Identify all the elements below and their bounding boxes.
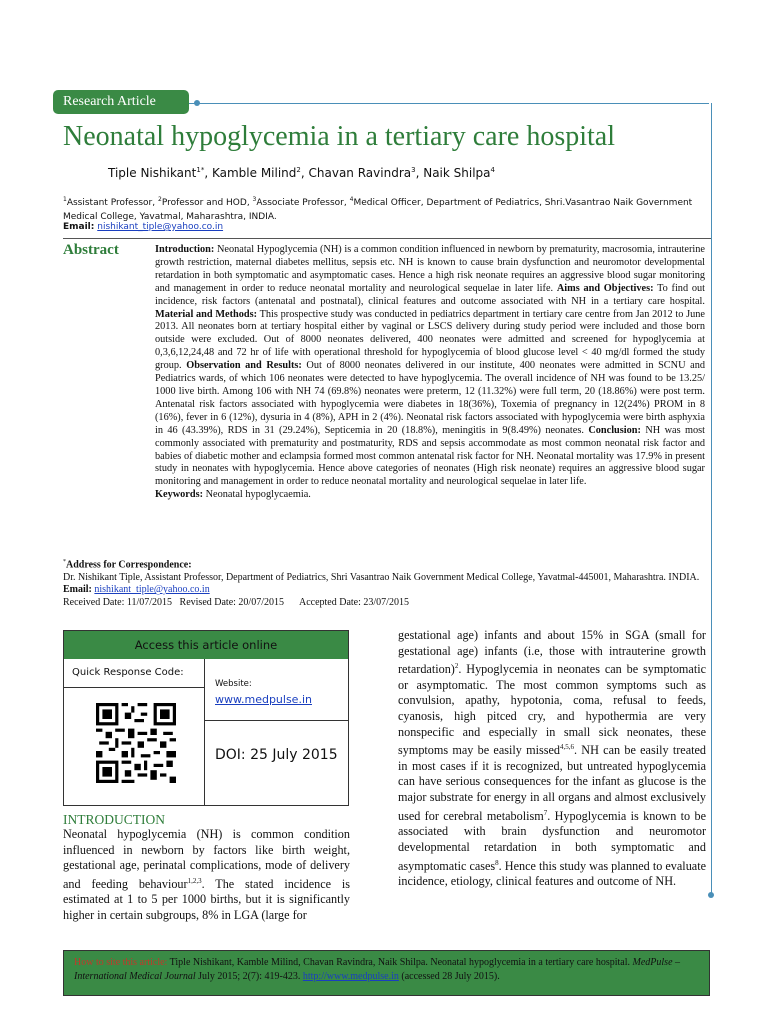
author-sup: 4: [490, 166, 495, 174]
abstract-divider: [63, 238, 711, 239]
abstract-text: To find out incidence, risk factors (antenatal and postnatal), clinical features and outcome associated with NH in a tertiary care hospital.: [155, 282, 705, 307]
qr-label: Quick Response Code:: [64, 659, 204, 688]
website-link[interactable]: www.medpulse.in: [215, 693, 312, 706]
abstract-body: [155, 244, 705, 502]
affiliations: [63, 193, 713, 224]
citation-url[interactable]: http://www.medpulse.in: [302, 971, 399, 982]
rule-dot: [708, 892, 714, 898]
website-label: Website:: [215, 679, 252, 689]
qr-column: [64, 659, 205, 805]
abstract-text: This prospective study was conducted in pediatrics department in tertiary care centre from Jan 2012 to June 2013. All neonates born at tertiary hospital either by vaginal or LSCS delivery during study period were included and those born outside were excluded. Out of 8000 neonates delivered, 400 neonates were admitted and screened for hypoglycemia at 0,3,6,12,24,48 and 72 hr of life with operational threshold for hypoglycemia of blood glucose level < 40 mg/dl formed the study group.: [155, 308, 705, 372]
access-heading: Access this article online: [64, 631, 348, 659]
author-sup: 3: [411, 166, 416, 174]
abstract-label: Conclusion:: [588, 424, 641, 436]
correspondence-block: [63, 556, 713, 609]
rule-dot: [194, 100, 200, 106]
dates-row: [63, 597, 713, 610]
accepted-date: Accepted Date: 23/07/2015: [298, 596, 409, 608]
abstract-text: NH was most commonly associated with prematurity and postmaturity, RDS and sepsis accommodate as most common neonatal risk factor and babies of diabetic mother and eclampsia formed most common antenatal risk factor for NH. Neonatal mortality was 17.9% in present study in neonates with hypoglycemia. Hence above categories of neonates (High risk neonate) requires an aggressive blood sugar monitoring and management in order to reduce neonatal mortality and neurological sequelae in later life.: [155, 424, 705, 488]
corr-email-link[interactable]: nishikant_tiple@yahoo.co.in: [94, 584, 210, 596]
intro-text: gestational age) infants and about 15% in SGA (small for gestational age) infants (i.e, those with intrauterine growth retardation): [398, 628, 706, 677]
email-link[interactable]: nishikant_tiple@yahoo.co.in: [97, 222, 224, 232]
keywords-text: Neonatal hypoglycaemia.: [203, 489, 311, 501]
affil-sup: 4: [349, 196, 354, 203]
citation-sup: 8: [495, 858, 499, 867]
article-title: Neonatal hypoglycemia in a tertiary care hospital: [63, 121, 616, 152]
access-online-box: [63, 630, 349, 806]
qr-code-icon[interactable]: [96, 703, 176, 783]
affil-text: Medical Officer, Department of Pediatrics, Shri.Vasantrao Naik Government Medical College, Yavatmal, Maharashtra, INDIA.: [63, 198, 693, 222]
citation-label: How to site this article:: [74, 957, 168, 968]
citation-sup: 2: [454, 662, 459, 671]
citation-text: July 2015; 2(7): 419-423.: [195, 971, 303, 982]
author-sup: 1*: [196, 166, 205, 174]
revised-date: Revised Date: 20/07/2015: [179, 596, 284, 608]
intro-column-left: [63, 827, 350, 924]
email-label: Email:: [63, 222, 95, 232]
intro-text: . The stated incidence is estimated at 1 to 5 per 1000 births, but it is significantly higher in certain subgroups, 8% in LGA (large for: [63, 876, 350, 923]
corr-sup: *: [63, 559, 66, 565]
introduction-heading: INTRODUCTION: [63, 812, 165, 827]
intro-column-right: [398, 628, 706, 890]
citation-text: Tiple Nishikant, Kamble Milind, Chavan Ravindra, Naik Shilpa. Neonatal hypoglycemia in a tertiary care hospital.: [167, 957, 633, 968]
intro-text: Neonatal hypoglycemia (NH) is common condition influenced in newborn by factors like birth weight, gestational age, perinatal complications, mode of delivery and feeding behaviour: [63, 827, 350, 891]
abstract-label: Aims and Objectives:: [556, 282, 654, 294]
affil-text: Assistant Professor,: [66, 198, 158, 208]
corr-heading: Address for Correspondence:: [66, 559, 192, 571]
citation-sup: 1,2,3: [187, 876, 202, 885]
citation-sup: 4,5,6: [559, 743, 574, 752]
citation-sup: 7: [543, 808, 548, 817]
abstract-label: Observation and Results:: [186, 360, 302, 372]
author-name: Chavan Ravindra: [308, 166, 412, 180]
affil-sup: 1: [63, 196, 67, 203]
affil-text: Associate Professor,: [256, 198, 350, 208]
author-name: Kamble Milind: [211, 166, 297, 180]
abstract-label: Material and Methods:: [155, 308, 258, 320]
web-column: [205, 659, 348, 805]
citation-box: [63, 950, 710, 996]
journal-name: MedPulse – International Medical Journal: [74, 957, 681, 982]
received-date: Received Date: 11/07/2015: [63, 596, 173, 608]
author-name: Naik Shilpa: [423, 166, 491, 180]
intro-text: . Hypoglycemia in neonates can be symptomatic or asymptomatic. The most common symptoms such as convulsion, apathy, hypotonia, coma, refusal to feeds, cyanosis, high pitced cry, and hypothermia are very nonspecific and especially in small sick neonates, these symptoms may be easily missed: [398, 662, 706, 758]
affil-sup: 3: [252, 196, 257, 203]
article-type-badge: Research Article: [53, 90, 189, 114]
keywords-label: Keywords:: [155, 489, 204, 501]
author-sup: 2: [296, 166, 301, 174]
intro-text: . Hence this study was planned to evaluate incidence, etiology, clinical features and outcome of NH.: [398, 858, 706, 889]
website-cell: [205, 659, 348, 721]
corr-email-label: Email:: [63, 584, 92, 596]
affil-sup: 2: [157, 196, 162, 203]
corr-address: Dr. Nishikant Tiple, Assistant Professor, Department of Pediatrics, Shri Vasantrao Naik Government Medical College, Yavatmal-445001, Maharashtra. INDIA.: [63, 571, 700, 583]
header-rule: [189, 103, 709, 104]
author-email: [63, 222, 223, 232]
abstract-label: Introduction:: [155, 244, 215, 255]
affil-text: Professor and HOD,: [161, 198, 253, 208]
abstract-text: Out of 8000 neonates delivered in our institute, 400 neonates were admitted in SCNU and Pediatrics wards, of which 106 neonates were detected to have hypoglycemia. The overall incidence of NH was found to be 13.25/ 1000 live birth. Among 106 with NH 74 (69.8%) neonates were preterm, 12 (11.32%) were full term, 20 (18.86%) were post term. Antenatal risk factors associated with hypoglycemia were diabetes in 18(36%), Toxemia of pregnancy in 12(24%) PROM in 8 (16%), fever in 6 (12%), dysuria in 4 (8%), APH in 2 (4%). Neonatal risk factors associated with hypoglycemia were birth asphyxia in 46 (43.39%), RDS in 31 (29.24%), Septicemia in 20 (18.8%), meningitis in 9(8.49%) neonates.: [155, 360, 706, 436]
doi-text: DOI: 25 July 2015: [215, 747, 338, 763]
author-list: Tiple Nishikant$^{1*}$, Kamble Milind$^2$, Chavan Ravindra$^3$, Naik Shilpa$^4$: [108, 166, 495, 180]
author-name: Tiple Nishikant: [108, 166, 197, 180]
intro-text: . NH can be easily treated in most cases if it is recognized, but untreated hypoglycemia can have serious consequences for the infant as glucose is the major substrate for energy in all organs and almost exclusively used for cerebral metabolism: [398, 743, 706, 823]
abstract-text: Neonatal Hypoglycemia (NH) is a common condition influenced in newborn by prematurity, macrosomia, intrauterine growth restriction, maternal diabetes mellitus, sepsis etc. NH is known to cause brain dysfunction and neuromotor developmental retardation in both symptomatic and asymptomatic cases. Hence a high risk neonate requires an aggressive blood sugar monitoring and management in order to reduce neonatal mortality and neurological sequelae in later life.: [155, 244, 705, 294]
abstract-heading: Abstract: [63, 242, 119, 258]
intro-text: . Hypoglycemia is known to be associated with brain dysfunction and neuromotor developmental retardation in both symptomatic and asymptomatic cases: [398, 808, 706, 873]
citation-text: (accessed 28 July 2015).: [398, 971, 500, 982]
